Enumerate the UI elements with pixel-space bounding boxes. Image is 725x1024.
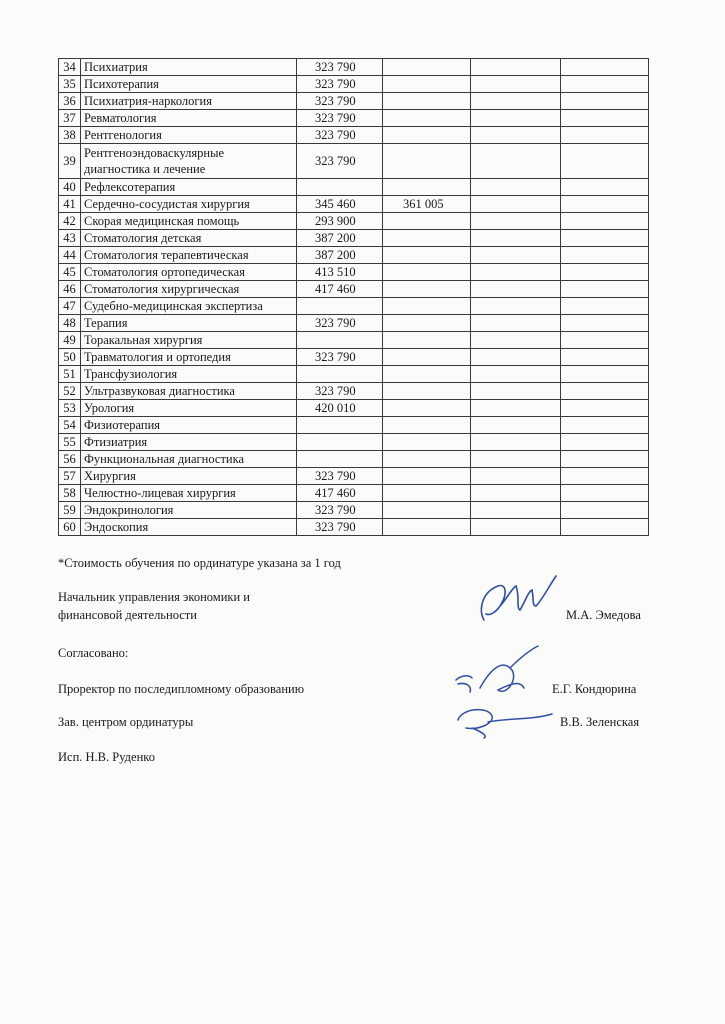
empty-cell bbox=[471, 315, 561, 332]
empty-cell bbox=[561, 76, 649, 93]
price-alt-cell bbox=[383, 468, 471, 485]
table-row bbox=[59, 451, 649, 468]
empty-cell bbox=[471, 127, 561, 144]
price-alt-cell bbox=[383, 110, 471, 127]
specialty-name-cell: Трансфузиология bbox=[81, 366, 297, 383]
table-row bbox=[59, 298, 649, 315]
specialty-name-cell: Психиатрия bbox=[81, 59, 297, 76]
signature-emedova bbox=[470, 570, 560, 630]
row-number-cell: 59 bbox=[59, 502, 81, 519]
empty-cell bbox=[471, 281, 561, 298]
specialty-name-cell: Скорая медицинская помощь bbox=[81, 213, 297, 230]
row-number-cell: 36 bbox=[59, 93, 81, 110]
table-row bbox=[59, 468, 649, 485]
empty-cell bbox=[471, 332, 561, 349]
price-cell bbox=[297, 366, 383, 383]
empty-cell bbox=[561, 349, 649, 366]
specialty-name-cell: Физиотерапия bbox=[81, 417, 297, 434]
price-cell: 323 790 bbox=[297, 519, 383, 536]
price-alt-cell bbox=[383, 127, 471, 144]
price-alt-cell bbox=[383, 485, 471, 502]
empty-cell bbox=[471, 468, 561, 485]
price-alt-cell bbox=[383, 451, 471, 468]
price-cell: 323 790 bbox=[297, 315, 383, 332]
price-alt-cell bbox=[383, 332, 471, 349]
table-row bbox=[59, 434, 649, 451]
price-cell bbox=[297, 179, 383, 196]
specialty-name-cell: Стоматология хирургическая bbox=[81, 281, 297, 298]
price-alt-cell bbox=[383, 179, 471, 196]
price-alt-cell bbox=[383, 519, 471, 536]
price-alt-cell bbox=[383, 366, 471, 383]
price-alt-cell bbox=[383, 400, 471, 417]
table-row bbox=[59, 264, 649, 281]
row-number-cell: 42 bbox=[59, 213, 81, 230]
table-row bbox=[59, 59, 649, 76]
specialty-name-cell: Челюстно-лицевая хирургия bbox=[81, 485, 297, 502]
table-row bbox=[59, 247, 649, 264]
empty-cell bbox=[561, 127, 649, 144]
empty-cell bbox=[561, 468, 649, 485]
specialty-name-cell: Стоматология ортопедическая bbox=[81, 264, 297, 281]
price-cell: 323 790 bbox=[297, 127, 383, 144]
specialty-name-cell: Травматология и ортопедия bbox=[81, 349, 297, 366]
empty-cell bbox=[471, 144, 561, 179]
row-number-cell: 57 bbox=[59, 468, 81, 485]
empty-cell bbox=[471, 110, 561, 127]
price-cell bbox=[297, 332, 383, 349]
specialty-name-cell: Рефлексотерапия bbox=[81, 179, 297, 196]
empty-cell bbox=[561, 366, 649, 383]
price-cell bbox=[297, 298, 383, 315]
empty-cell bbox=[561, 110, 649, 127]
price-cell: 323 790 bbox=[297, 110, 383, 127]
empty-cell bbox=[471, 298, 561, 315]
table-row bbox=[59, 281, 649, 298]
price-cell: 323 790 bbox=[297, 468, 383, 485]
specialty-name-cell: Эндокринология bbox=[81, 502, 297, 519]
executor: Исп. Н.В. Руденко bbox=[58, 750, 155, 764]
row-number-cell: 55 bbox=[59, 434, 81, 451]
row-number-cell: 45 bbox=[59, 264, 81, 281]
table-row bbox=[59, 485, 649, 502]
row-number-cell: 38 bbox=[59, 127, 81, 144]
row-number-cell: 54 bbox=[59, 417, 81, 434]
price-cell: 417 460 bbox=[297, 281, 383, 298]
specialty-name-cell: Судебно-медицинская экспертиза bbox=[81, 298, 297, 315]
empty-cell bbox=[471, 400, 561, 417]
empty-cell bbox=[471, 383, 561, 400]
table-row bbox=[59, 315, 649, 332]
empty-cell bbox=[561, 264, 649, 281]
price-cell: 323 790 bbox=[297, 502, 383, 519]
table-row bbox=[59, 76, 649, 93]
price-alt-cell bbox=[383, 213, 471, 230]
prorector-title: Проректор по последипломному образованию bbox=[58, 682, 305, 696]
empty-cell bbox=[561, 485, 649, 502]
specialty-name-cell: Психотерапия bbox=[81, 76, 297, 93]
empty-cell bbox=[561, 315, 649, 332]
price-alt-cell bbox=[383, 281, 471, 298]
empty-cell bbox=[471, 247, 561, 264]
specialty-name-cell: Эндоскопия bbox=[81, 519, 297, 536]
empty-cell bbox=[471, 230, 561, 247]
specialty-name-cell: Рентгеноэндоваскулярные диагностика и лечение bbox=[81, 144, 297, 179]
specialty-name-cell: Стоматология детская bbox=[81, 230, 297, 247]
price-cell: 323 790 bbox=[297, 383, 383, 400]
price-cell bbox=[297, 451, 383, 468]
empty-cell bbox=[471, 417, 561, 434]
empty-cell bbox=[561, 400, 649, 417]
table-row bbox=[59, 110, 649, 127]
price-alt-cell bbox=[383, 144, 471, 179]
footnote: *Стоимость обучения по ординатуре указана за 1 год bbox=[58, 556, 341, 570]
empty-cell bbox=[561, 519, 649, 536]
table-body bbox=[59, 59, 649, 536]
empty-cell bbox=[561, 332, 649, 349]
table-row bbox=[59, 179, 649, 196]
price-alt-cell bbox=[383, 383, 471, 400]
price-cell: 323 790 bbox=[297, 59, 383, 76]
row-number-cell: 53 bbox=[59, 400, 81, 417]
empty-cell bbox=[471, 264, 561, 281]
row-number-cell: 49 bbox=[59, 332, 81, 349]
row-number-cell: 56 bbox=[59, 451, 81, 468]
empty-cell bbox=[561, 93, 649, 110]
price-cell: 323 790 bbox=[297, 93, 383, 110]
center-head-name: В.В. Зеленская bbox=[560, 715, 640, 729]
table-row bbox=[59, 332, 649, 349]
table-row bbox=[59, 127, 649, 144]
empty-cell bbox=[561, 502, 649, 519]
price-cell: 323 790 bbox=[297, 144, 383, 179]
row-number-cell: 48 bbox=[59, 315, 81, 332]
empty-cell bbox=[471, 485, 561, 502]
price-alt-cell bbox=[383, 264, 471, 281]
head-title-line2: финансовой деятельности bbox=[58, 608, 197, 622]
table-row bbox=[59, 196, 649, 213]
specialty-name-cell: Психиатрия-наркология bbox=[81, 93, 297, 110]
empty-cell bbox=[471, 196, 561, 213]
head-name: М.А. Эмедова bbox=[566, 608, 641, 622]
price-alt-cell bbox=[383, 315, 471, 332]
empty-cell bbox=[561, 281, 649, 298]
price-cell: 345 460 bbox=[297, 196, 383, 213]
table-row bbox=[59, 400, 649, 417]
price-alt-cell bbox=[383, 298, 471, 315]
price-cell bbox=[297, 434, 383, 451]
row-number-cell: 34 bbox=[59, 59, 81, 76]
signature-zelenskaya bbox=[448, 700, 558, 742]
empty-cell bbox=[561, 298, 649, 315]
price-cell: 293 900 bbox=[297, 213, 383, 230]
prorector-name: Е.Г. Кондюрина bbox=[552, 682, 637, 696]
table-row bbox=[59, 383, 649, 400]
empty-cell bbox=[561, 383, 649, 400]
specialty-name-cell: Ревматология bbox=[81, 110, 297, 127]
row-number-cell: 52 bbox=[59, 383, 81, 400]
empty-cell bbox=[471, 179, 561, 196]
row-number-cell: 35 bbox=[59, 76, 81, 93]
specialty-name-cell: Рентгенология bbox=[81, 127, 297, 144]
price-cell: 323 790 bbox=[297, 76, 383, 93]
price-alt-cell bbox=[383, 502, 471, 519]
row-number-cell: 58 bbox=[59, 485, 81, 502]
empty-cell bbox=[561, 59, 649, 76]
price-cell: 387 200 bbox=[297, 230, 383, 247]
price-cell: 413 510 bbox=[297, 264, 383, 281]
table-row bbox=[59, 366, 649, 383]
row-number-cell: 39 bbox=[59, 144, 81, 179]
head-title-line1: Начальник управления экономики и bbox=[58, 590, 250, 604]
price-alt-cell bbox=[383, 417, 471, 434]
row-number-cell: 43 bbox=[59, 230, 81, 247]
empty-cell bbox=[471, 213, 561, 230]
empty-cell bbox=[561, 196, 649, 213]
empty-cell bbox=[561, 417, 649, 434]
agreed-label: Согласовано: bbox=[58, 646, 129, 660]
price-alt-cell bbox=[383, 230, 471, 247]
table-row bbox=[59, 230, 649, 247]
price-cell: 417 460 bbox=[297, 485, 383, 502]
specialty-name-cell: Торакальная хирургия bbox=[81, 332, 297, 349]
price-alt-cell bbox=[383, 59, 471, 76]
table-row bbox=[59, 144, 649, 179]
price-cell: 387 200 bbox=[297, 247, 383, 264]
specialty-name-cell: Терапия bbox=[81, 315, 297, 332]
price-alt-cell bbox=[383, 349, 471, 366]
empty-cell bbox=[561, 213, 649, 230]
empty-cell bbox=[471, 519, 561, 536]
empty-cell bbox=[471, 434, 561, 451]
empty-cell bbox=[471, 366, 561, 383]
specialty-name-cell: Хирургия bbox=[81, 468, 297, 485]
price-alt-cell bbox=[383, 76, 471, 93]
price-alt-cell bbox=[383, 434, 471, 451]
empty-cell bbox=[561, 179, 649, 196]
price-cell: 323 790 bbox=[297, 349, 383, 366]
empty-cell bbox=[561, 451, 649, 468]
specialty-name-cell: Сердечно-сосудистая хирургия bbox=[81, 196, 297, 213]
empty-cell bbox=[561, 247, 649, 264]
empty-cell bbox=[471, 76, 561, 93]
specialty-name-cell: Ультразвуковая диагностика bbox=[81, 383, 297, 400]
table-row bbox=[59, 502, 649, 519]
empty-cell bbox=[471, 93, 561, 110]
table-row bbox=[59, 519, 649, 536]
price-alt-cell: 361 005 bbox=[383, 196, 471, 213]
table-row bbox=[59, 213, 649, 230]
row-number-cell: 44 bbox=[59, 247, 81, 264]
specialty-name-cell: Урология bbox=[81, 400, 297, 417]
tuition-table bbox=[58, 58, 649, 536]
center-head-title: Зав. центром ординатуры bbox=[58, 715, 194, 729]
empty-cell bbox=[561, 230, 649, 247]
row-number-cell: 51 bbox=[59, 366, 81, 383]
row-number-cell: 60 bbox=[59, 519, 81, 536]
table-row bbox=[59, 349, 649, 366]
empty-cell bbox=[471, 451, 561, 468]
price-cell bbox=[297, 417, 383, 434]
table-row bbox=[59, 93, 649, 110]
specialty-name-cell: Стоматология терапевтическая bbox=[81, 247, 297, 264]
empty-cell bbox=[561, 434, 649, 451]
row-number-cell: 40 bbox=[59, 179, 81, 196]
row-number-cell: 50 bbox=[59, 349, 81, 366]
row-number-cell: 47 bbox=[59, 298, 81, 315]
specialty-name-cell: Функциональная диагностика bbox=[81, 451, 297, 468]
price-alt-cell bbox=[383, 93, 471, 110]
empty-cell bbox=[471, 502, 561, 519]
price-cell: 420 010 bbox=[297, 400, 383, 417]
row-number-cell: 46 bbox=[59, 281, 81, 298]
empty-cell bbox=[561, 144, 649, 179]
row-number-cell: 37 bbox=[59, 110, 81, 127]
price-alt-cell bbox=[383, 247, 471, 264]
row-number-cell: 41 bbox=[59, 196, 81, 213]
empty-cell bbox=[471, 59, 561, 76]
empty-cell bbox=[471, 349, 561, 366]
table-row bbox=[59, 417, 649, 434]
specialty-name-cell: Фтизиатрия bbox=[81, 434, 297, 451]
